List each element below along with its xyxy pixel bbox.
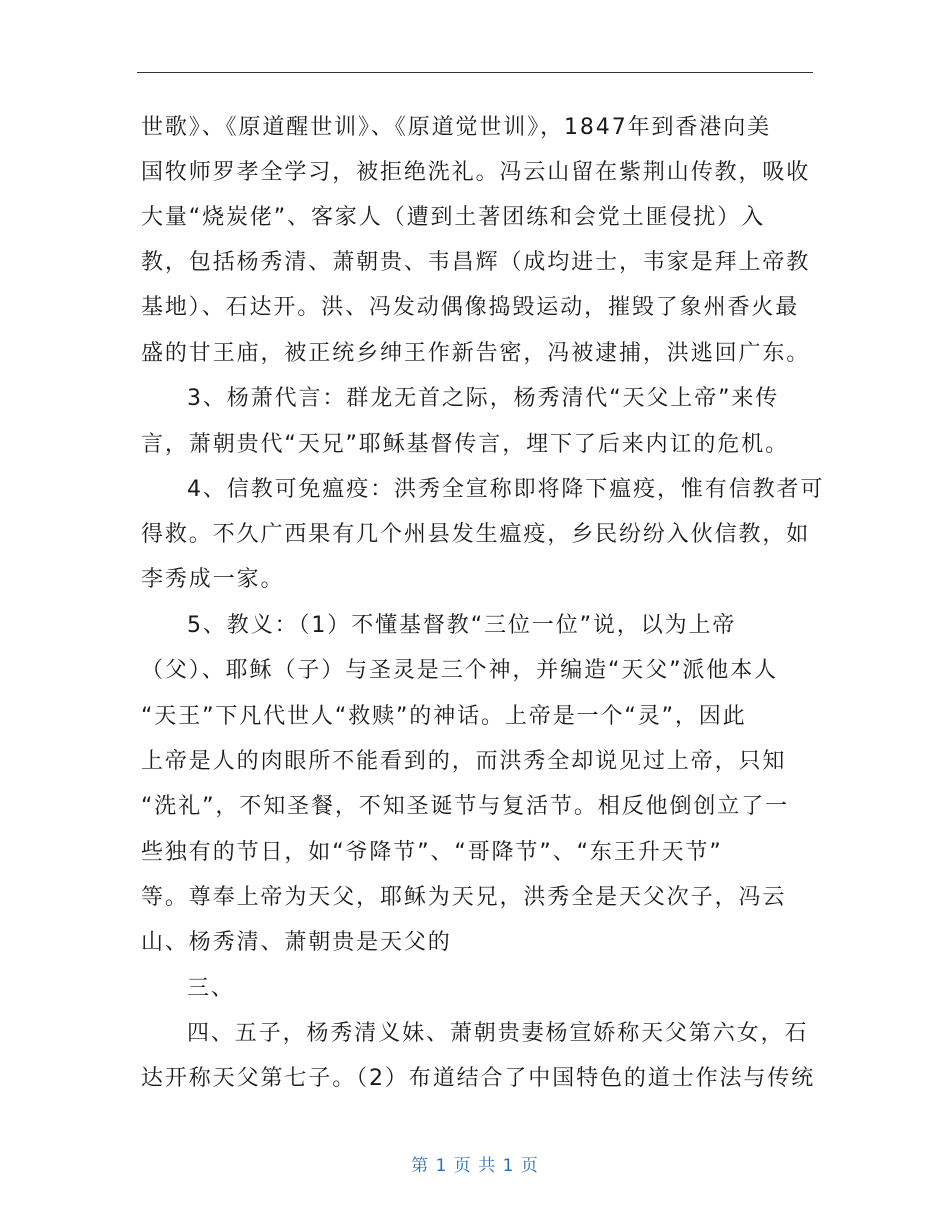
text-line: 山、杨秀清、萧朝贵是天父的 [141,930,452,955]
text-line: “天王”下凡代世人“救赎”的神话。上帝是一个“灵”，因此 [141,704,747,729]
text-line: 国牧师罗孝全学习，被拒绝洗礼。冯云山留在紫荆山传教，吸收 [141,160,811,185]
text-line: 李秀成一家。 [141,567,285,592]
text-line: “洗礼”，不知圣餐，不知圣诞节与复活节。相反他倒创立了一 [141,794,789,819]
header-rule [137,72,813,73]
text-line: 大量“烧炭佬”、客家人（遭到土著团练和会党土匪侵扰）入 [141,205,766,230]
text-line: 达开称天父第七子。（2）布道结合了中国特色的道士作法与传统 [141,1066,816,1091]
text-line: 5、教义：（1）不懂基督教“三位一位”说，以为上帝 [187,613,737,638]
text-line: 些独有的节日，如“爷降节”、“哥降节”、“东王升天节” [141,840,723,865]
text-line: 言，萧朝贵代“天兄”耶稣基督传言，埋下了后来内讧的危机。 [141,432,789,457]
text-line: 等。尊奉上帝为天父，耶稣为天兄，洪秀全是天父次子，冯云 [141,885,787,910]
text-line: 4、信教可免瘟疫：洪秀全宣称即将降下瘟疫，惟有信教者可 [187,477,825,502]
text-line: 世歌》、《原道醒世训》、《原道觉世训》，1847年到香港向美 [141,115,771,140]
text-line: 盛的甘王庙，被正统乡绅王作新告密，冯被逮捕，洪逃回广东。 [141,341,811,366]
page-number-footer: 第 1 页 共 1 页 [411,1156,539,1176]
text-line: 四、五子，杨秀清义妹、萧朝贵妻杨宣娇称天父第六女，石 [187,1021,809,1046]
text-line: 3、杨萧代言：群龙无首之际，杨秀清代“天父上帝”来传 [187,386,780,411]
text-line: 基地）、石达开。洪、冯发动偶像捣毁运动，摧毁了象州香火最 [141,295,800,320]
text-line: 三、 [187,976,235,1001]
text-line: （父）、耶稣（子）与圣灵是三个神，并编造“天父”派他本人 [141,658,778,683]
text-line: 上帝是人的肉眼所不能看到的，而洪秀全却说见过上帝，只知 [141,749,787,774]
text-line: 得救。不久广西果有几个州县发生瘟疫，乡民纷纷入伙信教，如 [141,522,811,547]
text-line: 教，包括杨秀清、萧朝贵、韦昌辉（成均进士，韦家是拜上帝教 [141,250,811,275]
